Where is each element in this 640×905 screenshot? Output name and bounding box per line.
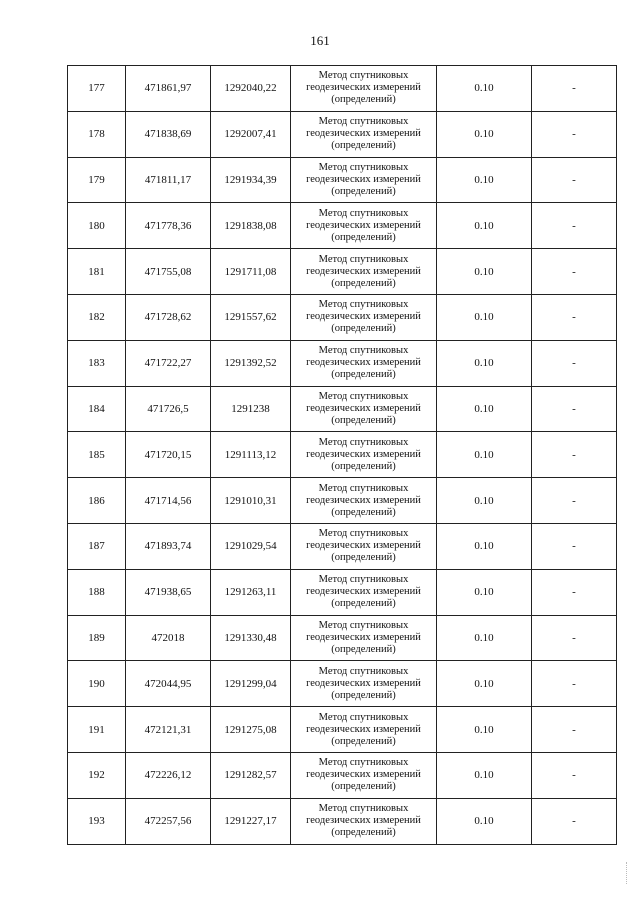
note-cell: - — [532, 615, 617, 661]
accuracy-cell: 0.10 — [437, 615, 532, 661]
coord-y-cell: 1291282,57 — [211, 752, 291, 798]
method-cell — [291, 615, 437, 661]
coord-y-cell: 1291238 — [211, 386, 291, 432]
method-cell — [291, 111, 437, 157]
method-text-line: Метод спутниковых — [318, 390, 409, 402]
accuracy-cell: 0.10 — [437, 111, 532, 157]
note-cell: - — [532, 203, 617, 249]
method-text-line: геодезических измерений — [306, 631, 421, 643]
table-row — [68, 249, 617, 295]
method-text-line: геодезических измерений — [306, 82, 421, 94]
point-number-cell: 185 — [68, 432, 126, 478]
method-cell — [291, 203, 437, 249]
method-text-line: геодезических измерений — [306, 540, 421, 552]
coord-y-cell: 1291113,12 — [211, 432, 291, 478]
method-text-line: геодезических измерений — [306, 265, 421, 277]
note-cell: - — [532, 523, 617, 569]
coord-x-cell: 471755,08 — [126, 249, 211, 295]
coord-y-cell: 1291392,52 — [211, 340, 291, 386]
method-text-line: (определений) — [331, 735, 396, 747]
method-text-line: Метод спутниковых — [318, 803, 409, 815]
coord-x-cell: 471838,69 — [126, 111, 211, 157]
method-text-line: Метод спутниковых — [318, 482, 409, 494]
table-row — [68, 66, 617, 112]
coord-x-cell: 472121,31 — [126, 707, 211, 753]
table-row — [68, 569, 617, 615]
coord-y-cell: 1291838,08 — [211, 203, 291, 249]
accuracy-cell: 0.10 — [437, 478, 532, 524]
coord-x-cell: 471722,27 — [126, 340, 211, 386]
method-cell — [291, 798, 437, 844]
method-text-line: (определений) — [331, 231, 396, 243]
method-cell — [291, 478, 437, 524]
accuracy-cell: 0.10 — [437, 432, 532, 478]
method-text-line: Метод спутниковых — [318, 207, 409, 219]
note-cell: - — [532, 798, 617, 844]
coord-x-cell: 471893,74 — [126, 523, 211, 569]
point-number-cell: 179 — [68, 157, 126, 203]
scan-artifact — [626, 862, 629, 884]
method-text-line: (определений) — [331, 827, 396, 839]
point-number-cell: 182 — [68, 294, 126, 340]
method-text-line: Метод спутниковых — [318, 345, 409, 357]
method-cell — [291, 752, 437, 798]
method-text-line: (определений) — [331, 414, 396, 426]
coord-x-cell: 471811,17 — [126, 157, 211, 203]
note-cell: - — [532, 249, 617, 295]
table-row — [68, 432, 617, 478]
accuracy-cell: 0.10 — [437, 661, 532, 707]
method-text-line: геодезических измерений — [306, 311, 421, 323]
method-cell — [291, 569, 437, 615]
table-row — [68, 203, 617, 249]
method-text-line: Метод спутниковых — [318, 161, 409, 173]
note-cell: - — [532, 478, 617, 524]
method-cell — [291, 340, 437, 386]
accuracy-cell: 0.10 — [437, 203, 532, 249]
method-text-line: геодезических измерений — [306, 677, 421, 689]
method-text-line: (определений) — [331, 369, 396, 381]
method-text-line: (определений) — [331, 185, 396, 197]
method-text-line: геодезических измерений — [306, 769, 421, 781]
method-text-line: Метод спутниковых — [318, 436, 409, 448]
method-text-line: Метод спутниковых — [318, 299, 409, 311]
method-text-line: (определений) — [331, 689, 396, 701]
point-number-cell: 184 — [68, 386, 126, 432]
coord-y-cell: 1291263,11 — [211, 569, 291, 615]
coord-y-cell: 1291029,54 — [211, 523, 291, 569]
coord-x-cell: 471938,65 — [126, 569, 211, 615]
point-number-cell: 181 — [68, 249, 126, 295]
method-cell — [291, 249, 437, 295]
method-text-line: геодезических измерений — [306, 448, 421, 460]
point-number-cell: 188 — [68, 569, 126, 615]
point-number-cell: 191 — [68, 707, 126, 753]
coord-x-cell: 471726,5 — [126, 386, 211, 432]
table-row — [68, 340, 617, 386]
method-text-line: Метод спутниковых — [318, 665, 409, 677]
table-row — [68, 386, 617, 432]
method-text-line: геодезических измерений — [306, 723, 421, 735]
coord-x-cell: 471714,56 — [126, 478, 211, 524]
method-cell — [291, 523, 437, 569]
accuracy-cell: 0.10 — [437, 386, 532, 432]
accuracy-cell: 0.10 — [437, 523, 532, 569]
method-text-line: (определений) — [331, 140, 396, 152]
table-row — [68, 294, 617, 340]
coord-x-cell: 471728,62 — [126, 294, 211, 340]
accuracy-cell: 0.10 — [437, 157, 532, 203]
coord-y-cell: 1292040,22 — [211, 66, 291, 112]
coord-y-cell: 1291299,04 — [211, 661, 291, 707]
coord-y-cell: 1291227,17 — [211, 798, 291, 844]
method-text-line: геодезических измерений — [306, 357, 421, 369]
note-cell: - — [532, 340, 617, 386]
coord-x-cell: 472226,12 — [126, 752, 211, 798]
accuracy-cell: 0.10 — [437, 798, 532, 844]
accuracy-cell: 0.10 — [437, 294, 532, 340]
method-text-line: (определений) — [331, 323, 396, 335]
coord-x-cell: 472018 — [126, 615, 211, 661]
coord-y-cell: 1291711,08 — [211, 249, 291, 295]
coord-x-cell: 471778,36 — [126, 203, 211, 249]
method-cell — [291, 157, 437, 203]
note-cell: - — [532, 294, 617, 340]
method-cell — [291, 432, 437, 478]
point-number-cell: 183 — [68, 340, 126, 386]
method-text-line: (определений) — [331, 598, 396, 610]
method-text-line: (определений) — [331, 460, 396, 472]
method-text-line: геодезических измерений — [306, 815, 421, 827]
coord-x-cell: 472257,56 — [126, 798, 211, 844]
coord-y-cell: 1291275,08 — [211, 707, 291, 753]
table-row — [68, 523, 617, 569]
method-text-line: Метод спутниковых — [318, 619, 409, 631]
method-text-line: Метод спутниковых — [318, 70, 409, 82]
table-row — [68, 661, 617, 707]
method-text-line: геодезических измерений — [306, 173, 421, 185]
method-cell — [291, 707, 437, 753]
table-row — [68, 615, 617, 661]
point-number-cell: 190 — [68, 661, 126, 707]
accuracy-cell: 0.10 — [437, 569, 532, 615]
note-cell: - — [532, 569, 617, 615]
point-number-cell: 178 — [68, 111, 126, 157]
accuracy-cell: 0.10 — [437, 707, 532, 753]
method-text-line: (определений) — [331, 506, 396, 518]
method-text-line: (определений) — [331, 643, 396, 655]
coord-y-cell: 1291010,31 — [211, 478, 291, 524]
coordinates-table — [67, 65, 617, 845]
note-cell: - — [532, 432, 617, 478]
point-number-cell: 192 — [68, 752, 126, 798]
coord-y-cell: 1291934,39 — [211, 157, 291, 203]
table-body — [68, 66, 617, 845]
coord-x-cell: 471861,97 — [126, 66, 211, 112]
method-cell — [291, 66, 437, 112]
method-text-line: (определений) — [331, 781, 396, 793]
page-number: 161 — [310, 33, 330, 48]
method-text-line: Метод спутниковых — [318, 711, 409, 723]
note-cell: - — [532, 386, 617, 432]
method-text-line: геодезических измерений — [306, 494, 421, 506]
accuracy-cell: 0.10 — [437, 340, 532, 386]
coord-x-cell: 472044,95 — [126, 661, 211, 707]
method-text-line: геодезических измерений — [306, 586, 421, 598]
table-row — [68, 798, 617, 844]
accuracy-cell: 0.10 — [437, 752, 532, 798]
point-number-cell: 177 — [68, 66, 126, 112]
method-text-line: Метод спутниковых — [318, 528, 409, 540]
method-cell — [291, 386, 437, 432]
note-cell: - — [532, 752, 617, 798]
method-text-line: (определений) — [331, 277, 396, 289]
method-text-line: Метод спутниковых — [318, 757, 409, 769]
point-number-cell: 189 — [68, 615, 126, 661]
method-cell — [291, 294, 437, 340]
note-cell: - — [532, 66, 617, 112]
point-number-cell: 180 — [68, 203, 126, 249]
table-row — [68, 157, 617, 203]
method-cell — [291, 661, 437, 707]
table-row — [68, 111, 617, 157]
point-number-cell: 186 — [68, 478, 126, 524]
note-cell: - — [532, 707, 617, 753]
coord-x-cell: 471720,15 — [126, 432, 211, 478]
method-text-line: Метод спутниковых — [318, 253, 409, 265]
method-text-line: Метод спутниковых — [318, 574, 409, 586]
method-text-line: Метод спутниковых — [318, 116, 409, 128]
method-text-line: (определений) — [331, 552, 396, 564]
coord-y-cell: 1291330,48 — [211, 615, 291, 661]
table-row — [68, 752, 617, 798]
coord-y-cell: 1292007,41 — [211, 111, 291, 157]
accuracy-cell: 0.10 — [437, 66, 532, 112]
accuracy-cell: 0.10 — [437, 249, 532, 295]
method-text-line: (определений) — [331, 94, 396, 106]
method-text-line: геодезических измерений — [306, 402, 421, 414]
note-cell: - — [532, 111, 617, 157]
table-row — [68, 707, 617, 753]
method-text-line: геодезических измерений — [306, 219, 421, 231]
point-number-cell: 193 — [68, 798, 126, 844]
table-row — [68, 478, 617, 524]
coord-y-cell: 1291557,62 — [211, 294, 291, 340]
note-cell: - — [532, 661, 617, 707]
method-text-line: геодезических измерений — [306, 128, 421, 140]
point-number-cell: 187 — [68, 523, 126, 569]
note-cell: - — [532, 157, 617, 203]
